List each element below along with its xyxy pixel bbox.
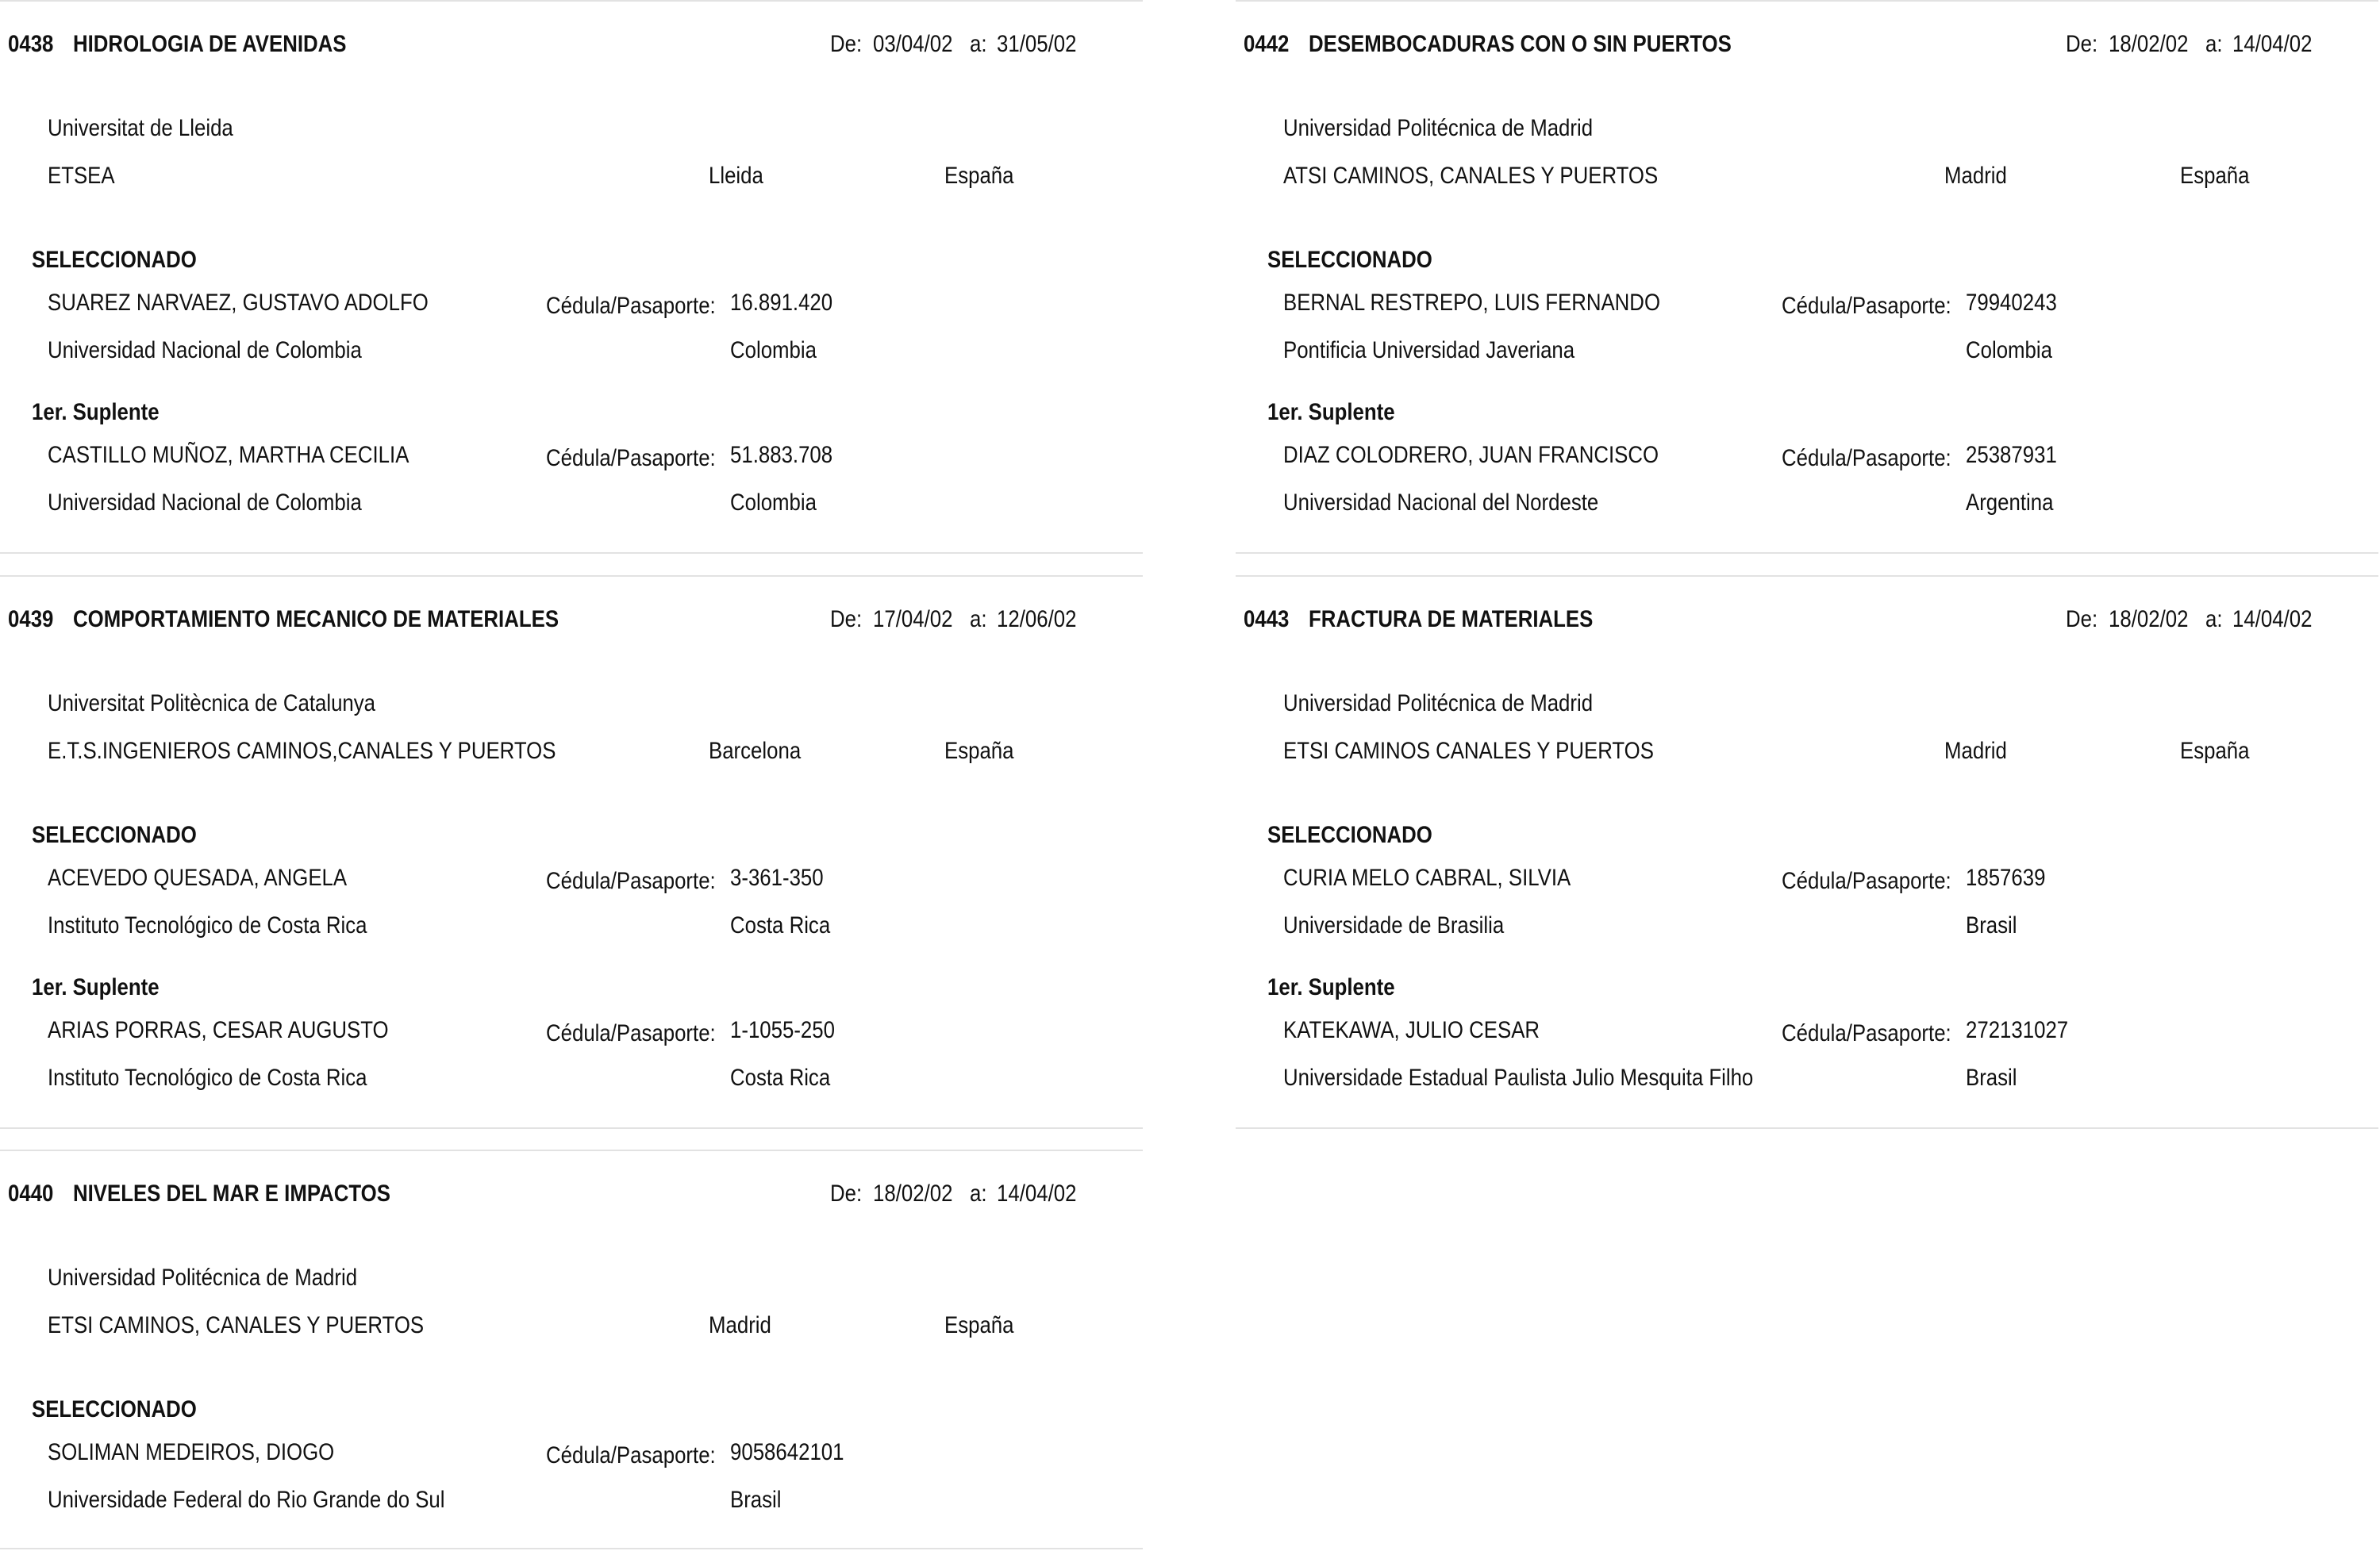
divider bbox=[0, 1150, 1143, 1151]
selected-name: ACEVEDO QUESADA, ANGELA bbox=[48, 865, 348, 891]
host-country: España bbox=[944, 163, 1014, 189]
host-city: Madrid bbox=[1944, 738, 2007, 764]
host-country: España bbox=[2180, 738, 2250, 764]
selected-heading: SELECCIONADO bbox=[32, 1396, 197, 1422]
host-school: ATSI CAMINOS, CANALES Y PUERTOS bbox=[1283, 163, 1659, 189]
course-code: 0439 bbox=[8, 606, 54, 632]
date-from-label: De: bbox=[830, 31, 863, 57]
date-from-label: De: bbox=[2066, 606, 2098, 632]
course-title: FRACTURA DE MATERIALES bbox=[1309, 606, 1594, 632]
substitute-heading: 1er. Suplente bbox=[1267, 974, 1395, 1000]
date-to: 14/04/02 bbox=[2232, 31, 2313, 57]
substitute-country: Colombia bbox=[730, 489, 817, 516]
course-code: 0440 bbox=[8, 1181, 54, 1207]
substitute-country: Argentina bbox=[1966, 489, 2054, 516]
id-label: Cédula/Pasaporte: bbox=[1782, 293, 1951, 319]
host-city: Madrid bbox=[709, 1312, 771, 1338]
date-to-label: a: bbox=[970, 1181, 987, 1207]
course-title: NIVELES DEL MAR E IMPACTOS bbox=[73, 1181, 390, 1207]
date-from: 18/02/02 bbox=[2109, 31, 2189, 57]
divider bbox=[1236, 552, 2378, 554]
host-city: Barcelona bbox=[709, 738, 802, 764]
substitute-name: CASTILLO MUÑOZ, MARTHA CECILIA bbox=[48, 442, 409, 468]
date-from-label: De: bbox=[830, 1181, 863, 1207]
id-label: Cédula/Pasaporte: bbox=[546, 1020, 716, 1046]
host-school: ETSI CAMINOS, CANALES Y PUERTOS bbox=[48, 1312, 425, 1338]
substitute-id: 1-1055-250 bbox=[730, 1017, 835, 1043]
selected-country: Colombia bbox=[730, 337, 817, 363]
date-from: 03/04/02 bbox=[873, 31, 953, 57]
selected-institution: Universidade Federal do Rio Grande do Sul bbox=[48, 1487, 445, 1513]
divider bbox=[1236, 1127, 2378, 1129]
substitute-heading: 1er. Suplente bbox=[32, 974, 160, 1000]
divider bbox=[0, 1127, 1143, 1129]
date-from: 18/02/02 bbox=[873, 1181, 953, 1207]
course-title: DESEMBOCADURAS CON O SIN PUERTOS bbox=[1309, 31, 1732, 57]
substitute-heading: 1er. Suplente bbox=[32, 399, 160, 425]
course-card bbox=[0, 575, 1143, 1131]
divider bbox=[1236, 0, 2378, 2]
substitute-id: 25387931 bbox=[1966, 442, 2057, 468]
selected-institution: Universidad Nacional de Colombia bbox=[48, 337, 362, 363]
selected-country: Costa Rica bbox=[730, 912, 831, 939]
id-label: Cédula/Pasaporte: bbox=[546, 1442, 716, 1468]
divider bbox=[0, 1548, 1143, 1549]
selected-institution: Universidade de Brasilia bbox=[1283, 912, 1505, 939]
divider bbox=[0, 575, 1143, 577]
host-school: ETSEA bbox=[48, 163, 115, 189]
course-code: 0442 bbox=[1244, 31, 1290, 57]
host-country: España bbox=[944, 738, 1014, 764]
substitute-id: 51.883.708 bbox=[730, 442, 833, 468]
selected-institution: Pontificia Universidad Javeriana bbox=[1283, 337, 1575, 363]
selected-country: Brasil bbox=[1966, 912, 2017, 939]
id-label: Cédula/Pasaporte: bbox=[546, 293, 716, 319]
selected-name: CURIA MELO CABRAL, SILVIA bbox=[1283, 865, 1571, 891]
substitute-id: 272131027 bbox=[1966, 1017, 2069, 1043]
date-to: 12/06/02 bbox=[997, 606, 1077, 632]
divider bbox=[0, 0, 1143, 2]
course-code: 0438 bbox=[8, 31, 54, 57]
host-university: Universidad Politécnica de Madrid bbox=[48, 1265, 358, 1291]
selected-name: SOLIMAN MEDEIROS, DIOGO bbox=[48, 1439, 335, 1465]
selected-heading: SELECCIONADO bbox=[32, 247, 197, 273]
selected-heading: SELECCIONADO bbox=[32, 822, 197, 848]
selected-id: 16.891.420 bbox=[730, 290, 833, 316]
host-city: Lleida bbox=[709, 163, 763, 189]
selected-id: 9058642101 bbox=[730, 1439, 844, 1465]
substitute-heading: 1er. Suplente bbox=[1267, 399, 1395, 425]
host-country: España bbox=[2180, 163, 2250, 189]
selected-name: SUAREZ NARVAEZ, GUSTAVO ADOLFO bbox=[48, 290, 429, 316]
id-label: Cédula/Pasaporte: bbox=[1782, 868, 1951, 894]
host-school: ETSI CAMINOS CANALES Y PUERTOS bbox=[1283, 738, 1654, 764]
host-city: Madrid bbox=[1944, 163, 2007, 189]
host-university: Universitat Politècnica de Catalunya bbox=[48, 690, 376, 716]
selected-institution: Instituto Tecnológico de Costa Rica bbox=[48, 912, 367, 939]
date-from-label: De: bbox=[2066, 31, 2098, 57]
host-university: Universitat de Lleida bbox=[48, 115, 233, 141]
selected-heading: SELECCIONADO bbox=[1267, 822, 1432, 848]
course-card bbox=[0, 1150, 1143, 1551]
course-code: 0443 bbox=[1244, 606, 1290, 632]
selected-id: 1857639 bbox=[1966, 865, 2046, 891]
id-label: Cédula/Pasaporte: bbox=[1782, 1020, 1951, 1046]
course-card bbox=[0, 0, 1143, 555]
selected-country: Brasil bbox=[730, 1487, 782, 1513]
date-to-label: a: bbox=[970, 606, 987, 632]
course-card bbox=[1236, 575, 2378, 1131]
substitute-institution: Universidade Estadual Paulista Julio Mesquita Filho bbox=[1283, 1065, 1754, 1091]
date-to-label: a: bbox=[970, 31, 987, 57]
date-from: 17/04/02 bbox=[873, 606, 953, 632]
host-university: Universidad Politécnica de Madrid bbox=[1283, 690, 1594, 716]
host-school: E.T.S.INGENIEROS CAMINOS,CANALES Y PUERTOS bbox=[48, 738, 556, 764]
selected-id: 79940243 bbox=[1966, 290, 2057, 316]
id-label: Cédula/Pasaporte: bbox=[546, 445, 716, 471]
selected-heading: SELECCIONADO bbox=[1267, 247, 1432, 273]
substitute-country: Costa Rica bbox=[730, 1065, 831, 1091]
date-to: 31/05/02 bbox=[997, 31, 1077, 57]
id-label: Cédula/Pasaporte: bbox=[1782, 445, 1951, 471]
substitute-name: ARIAS PORRAS, CESAR AUGUSTO bbox=[48, 1017, 389, 1043]
date-from: 18/02/02 bbox=[2109, 606, 2189, 632]
course-title: HIDROLOGIA DE AVENIDAS bbox=[73, 31, 347, 57]
selected-name: BERNAL RESTREPO, LUIS FERNANDO bbox=[1283, 290, 1661, 316]
selected-id: 3-361-350 bbox=[730, 865, 824, 891]
host-country: España bbox=[944, 1312, 1014, 1338]
substitute-institution: Universidad Nacional del Nordeste bbox=[1283, 489, 1599, 516]
divider bbox=[1236, 575, 2378, 577]
divider bbox=[0, 552, 1143, 554]
substitute-country: Brasil bbox=[1966, 1065, 2017, 1091]
substitute-name: DIAZ COLODRERO, JUAN FRANCISCO bbox=[1283, 442, 1659, 468]
course-card bbox=[1236, 0, 2378, 555]
selected-country: Colombia bbox=[1966, 337, 2052, 363]
substitute-name: KATEKAWA, JULIO CESAR bbox=[1283, 1017, 1540, 1043]
id-label: Cédula/Pasaporte: bbox=[546, 868, 716, 894]
date-to: 14/04/02 bbox=[2232, 606, 2313, 632]
course-title: COMPORTAMIENTO MECANICO DE MATERIALES bbox=[73, 606, 559, 632]
date-to-label: a: bbox=[2205, 606, 2223, 632]
substitute-institution: Instituto Tecnológico de Costa Rica bbox=[48, 1065, 367, 1091]
date-to-label: a: bbox=[2205, 31, 2223, 57]
date-from-label: De: bbox=[830, 606, 863, 632]
host-university: Universidad Politécnica de Madrid bbox=[1283, 115, 1594, 141]
substitute-institution: Universidad Nacional de Colombia bbox=[48, 489, 362, 516]
date-to: 14/04/02 bbox=[997, 1181, 1077, 1207]
